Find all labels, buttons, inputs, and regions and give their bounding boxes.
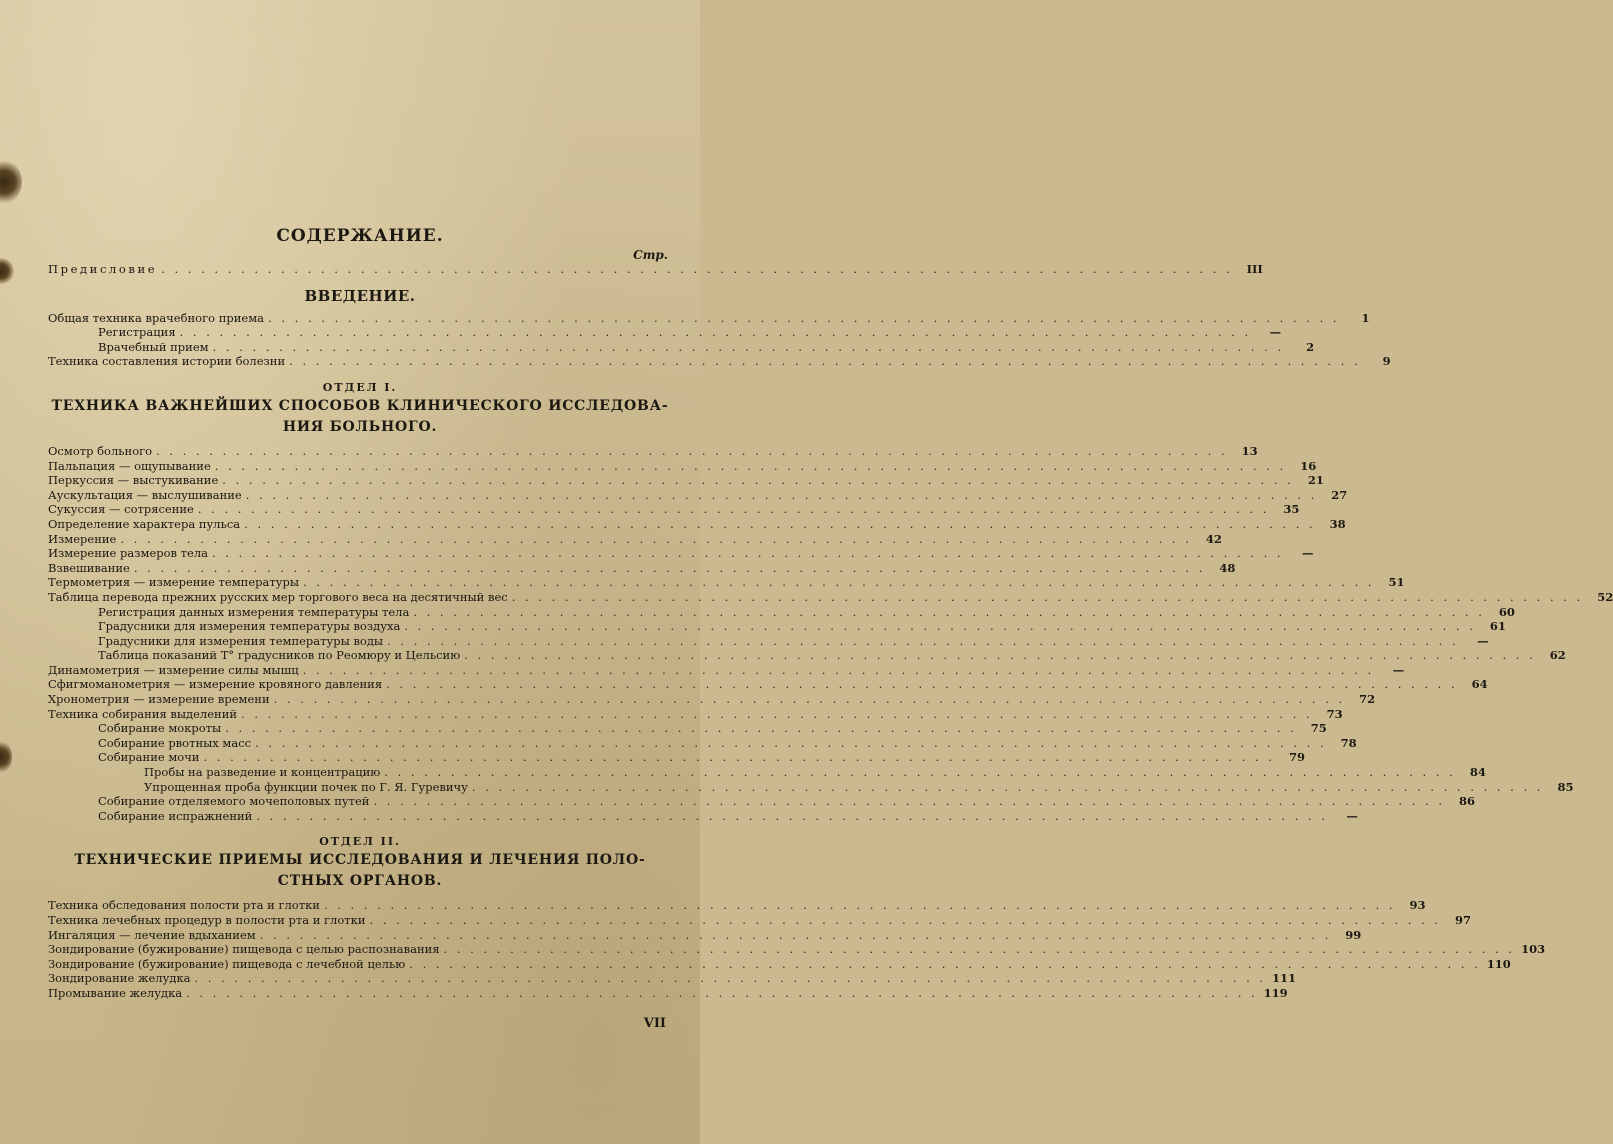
- toc-item-page: 27: [1331, 487, 1348, 502]
- toc-item-label: Собирание рвотных масс: [98, 735, 252, 750]
- toc-item-label: Ингаляция — лечение вдыханием: [48, 927, 256, 942]
- section2-head: ОТДЕЛ II.: [319, 835, 401, 849]
- section1-head: ОТДЕЛ I.: [322, 380, 398, 394]
- toc-item[interactable]: [48, 619, 1506, 634]
- toc-item-page: —: [1392, 662, 1405, 677]
- section1-title-line2: НИЯ БОЛЬНОГО.: [282, 418, 438, 435]
- toc-item[interactable]: [48, 325, 1282, 340]
- toc-item-page: 62: [1549, 648, 1566, 663]
- toc-item[interactable]: [48, 339, 1315, 355]
- toc-item[interactable]: [48, 633, 1489, 649]
- signature-mark: VII: [643, 1016, 666, 1031]
- toc-item[interactable]: [48, 779, 1574, 795]
- toc-item-label: Измерение: [48, 531, 117, 546]
- dot-leader: [255, 736, 1327, 751]
- intro-list: [48, 310, 1391, 369]
- toc-item[interactable]: [48, 794, 1476, 809]
- toc-item-label: Врачебный прием: [98, 339, 209, 354]
- toc-item-page: —: [1346, 808, 1358, 823]
- dot-leader: [244, 517, 1316, 532]
- toc-item[interactable]: [48, 443, 1258, 459]
- page-stain: [0, 740, 12, 774]
- toc-item-label: Хронометрия — измерение времени: [48, 692, 270, 707]
- toc-item-page: 51: [1388, 575, 1405, 590]
- toc-item-label: Измерение размеров тела: [48, 546, 208, 561]
- toc-item-label: Собирание отделяемого мочеполовых путей: [98, 794, 370, 809]
- toc-item[interactable]: [48, 560, 1236, 576]
- toc-item-label: Зондирование (бужирование) пищевода с целью распознавания: [48, 942, 440, 957]
- dot-leader: [260, 928, 1332, 943]
- toc-item-page: 21: [1307, 473, 1324, 488]
- toc-item[interactable]: [48, 546, 1314, 561]
- toc-item-label: Градусники для измерения температуры воды: [98, 633, 384, 648]
- toc-item-page: 119: [1263, 985, 1288, 1000]
- dot-leader: [386, 677, 1458, 692]
- toc-item-label: Перкуссия — выстукивание: [48, 473, 219, 488]
- toc-item-page: 103: [1521, 942, 1546, 957]
- toc-item-label: Предисловие: [48, 262, 158, 276]
- toc-item-page: 93: [1409, 898, 1426, 913]
- toc-item[interactable]: [48, 677, 1488, 692]
- toc-item[interactable]: [48, 942, 1546, 957]
- toc-item-page: —: [1477, 633, 1489, 648]
- toc-item[interactable]: [48, 354, 1391, 369]
- toc-item-label: Зондирование (бужирование) пищевода с лечебной целью: [48, 956, 406, 971]
- toc-item-page: 73: [1326, 706, 1343, 721]
- dot-leader: [274, 692, 1346, 707]
- dot-leader: [387, 634, 1459, 649]
- toc-item-page: 86: [1459, 794, 1476, 809]
- toc-item[interactable]: [48, 765, 1486, 780]
- toc-item-page: 2: [1306, 339, 1315, 354]
- toc-item[interactable]: [48, 604, 1515, 620]
- page-stain: [0, 160, 22, 204]
- toc-item-page: 111: [1272, 971, 1297, 986]
- toc-item[interactable]: [48, 648, 1566, 663]
- dot-leader: [120, 532, 1192, 547]
- toc-item-label: Таблица показаний Т° градусников по Реомюру и Цельсию: [98, 648, 461, 663]
- toc-item-label: Собирание мочи: [98, 750, 200, 765]
- toc-item[interactable]: [48, 473, 1324, 488]
- dot-leader: [186, 986, 1258, 1001]
- toc-item-page: 52: [1597, 589, 1613, 604]
- toc-item[interactable]: [48, 662, 1405, 678]
- dot-leader: [464, 648, 1536, 663]
- toc-item-label: Регистрация данных измерения температуры тела: [98, 604, 410, 619]
- dot-leader: [268, 311, 1340, 326]
- dot-leader: [384, 765, 1456, 780]
- intro-title: ВВЕДЕНИЕ.: [304, 286, 416, 305]
- toc-item-page: 97: [1455, 913, 1472, 927]
- toc-item[interactable]: [48, 516, 1346, 532]
- toc-item[interactable]: [48, 310, 1370, 326]
- toc-item-label: Техника обследования полости рта и глотки: [48, 898, 320, 913]
- section1-title: [48, 396, 672, 438]
- section1-list: [48, 443, 1613, 823]
- toc-item[interactable]: [48, 692, 1376, 707]
- toc-item[interactable]: [48, 531, 1222, 547]
- toc-item-page: 35: [1283, 502, 1300, 517]
- toc-item-label: Промывание желудка: [48, 985, 183, 1000]
- toc-item[interactable]: [48, 956, 1511, 972]
- toc-item-preface[interactable]: [48, 262, 1263, 277]
- toc-item[interactable]: [48, 750, 1306, 765]
- toc-item-label: Термометрия — измерение температуры: [48, 575, 300, 590]
- dot-leader: [303, 575, 1375, 590]
- toc-item-page: 85: [1557, 779, 1574, 794]
- toc-item-page: 84: [1469, 765, 1486, 780]
- page-column-header: Стр.: [633, 248, 668, 262]
- dot-leader: [303, 663, 1375, 678]
- dot-leader: [373, 794, 1445, 809]
- toc-item-label: Общая техника врачебного приема: [48, 310, 265, 325]
- section1-title-line1: ТЕХНИКА ВАЖНЕЙШИХ СПОСОБОВ КЛИНИЧЕСКОГО ИССЛЕДОВА-: [51, 397, 669, 414]
- toc-item[interactable]: [48, 458, 1317, 474]
- dot-leader: [225, 721, 1297, 736]
- toc-item-page: 42: [1205, 531, 1222, 546]
- page-title: СОДЕРЖАНИЕ.: [276, 226, 444, 246]
- toc-item-label: Динамометрия — измерение силы мышц: [48, 662, 299, 677]
- toc-item-page: III: [1246, 262, 1263, 276]
- toc-item-page: 75: [1310, 721, 1327, 736]
- toc-item-label: Сфигмоманометрия — измерение кровяного давления: [48, 677, 383, 692]
- dot-leader: [413, 605, 1485, 620]
- dot-leader: [134, 561, 1206, 576]
- toc-item[interactable]: [48, 985, 1288, 1001]
- toc-item[interactable]: [48, 927, 1362, 943]
- page-stain: [0, 258, 14, 284]
- toc-item-page: 99: [1345, 927, 1362, 942]
- toc-item-label: Регистрация: [98, 325, 176, 340]
- toc-item-page: 64: [1471, 677, 1488, 692]
- dot-leader: [213, 340, 1285, 355]
- toc-item-label: Техника собирания выделений: [48, 706, 238, 721]
- toc-item-label: Определение характера пульса: [48, 516, 241, 531]
- toc-item-label: Техника лечебных процедур в полости рта и глотки: [48, 913, 366, 927]
- toc-item-label: Сукуссия — сотрясение: [48, 502, 194, 517]
- toc-item-label: Собирание мокроты: [98, 721, 222, 736]
- toc-item-label: Аускультация — выслушивание: [48, 487, 242, 502]
- toc-item-page: 61: [1489, 619, 1506, 634]
- dot-leader: [370, 913, 1442, 928]
- toc-item[interactable]: [48, 502, 1300, 517]
- toc-item[interactable]: [48, 721, 1327, 736]
- dot-leader: [472, 780, 1544, 795]
- toc-item[interactable]: [48, 575, 1405, 590]
- toc-item[interactable]: [48, 898, 1426, 913]
- toc-item[interactable]: [48, 913, 1472, 928]
- dot-leader: [222, 473, 1294, 488]
- toc-item-page: 48: [1219, 560, 1236, 575]
- section2-title-line2: СТНЫХ ОРГАНОВ.: [277, 873, 443, 890]
- toc-item-page: 38: [1329, 516, 1346, 531]
- dot-leader: [161, 262, 1233, 277]
- dot-leader: [241, 707, 1313, 722]
- toc-item-label: Осмотр больного: [48, 443, 153, 458]
- toc-item-page: 72: [1359, 692, 1376, 707]
- toc-item[interactable]: [48, 706, 1343, 722]
- section2-list: [48, 898, 1546, 1000]
- section2-title-line1: ТЕХНИЧЕСКИЕ ПРИЕМЫ ИССЛЕДОВАНИЯ И ЛЕЧЕНИЯ ПОЛО-: [74, 852, 646, 869]
- dot-leader: [198, 502, 1270, 517]
- toc-item-label: Взвешивание: [48, 560, 130, 575]
- toc-item-label: Градусники для измерения температуры воздуха: [98, 619, 401, 634]
- toc-item-label: Собирание испражнений: [98, 808, 253, 823]
- toc-item-page: 79: [1289, 750, 1306, 765]
- toc-item-label: Пальпация — ощупывание: [48, 458, 211, 473]
- toc-item-page: 78: [1340, 735, 1357, 750]
- toc-item-label: Таблица перевода прежних русских мер торгового веса на десятичный вес: [48, 589, 508, 604]
- toc-item[interactable]: [48, 487, 1348, 503]
- toc-item-page: 16: [1300, 458, 1317, 473]
- toc-item-page: 13: [1241, 443, 1258, 458]
- toc-item-label: Упрощенная проба функции почек по Г. Я. Гуревичу: [144, 779, 468, 794]
- toc-item-page: —: [1302, 546, 1314, 561]
- dot-leader: [409, 957, 1481, 972]
- dot-leader: [203, 750, 1275, 765]
- toc-item-page: —: [1269, 325, 1282, 340]
- dot-leader: [180, 325, 1252, 340]
- dot-leader: [156, 444, 1228, 459]
- toc-item-label: Техника составления истории болезни: [48, 354, 286, 369]
- toc-item[interactable]: [48, 808, 1358, 824]
- section2-title: [48, 850, 672, 892]
- toc-item-page: 1: [1361, 310, 1370, 325]
- toc-item[interactable]: [48, 735, 1357, 751]
- toc-item-page: 60: [1498, 604, 1515, 619]
- dot-leader: [289, 354, 1361, 369]
- dot-leader: [324, 898, 1396, 913]
- dot-leader: [512, 590, 1584, 605]
- dot-leader: [444, 942, 1516, 957]
- dot-leader: [246, 488, 1318, 503]
- toc-content: [48, 226, 1613, 1001]
- toc-item-label: Зондирование желудка: [48, 971, 191, 986]
- toc-item-page: 110: [1486, 956, 1511, 971]
- dot-leader: [215, 459, 1287, 474]
- toc-item-page: 9: [1382, 354, 1391, 369]
- dot-leader: [256, 809, 1328, 824]
- toc-item-label: Пробы на разведение и концентрацию: [144, 765, 381, 780]
- dot-leader: [212, 546, 1284, 561]
- toc-item[interactable]: [48, 589, 1613, 605]
- toc-item[interactable]: [48, 971, 1297, 986]
- dot-leader: [404, 619, 1476, 634]
- dot-leader: [195, 971, 1267, 986]
